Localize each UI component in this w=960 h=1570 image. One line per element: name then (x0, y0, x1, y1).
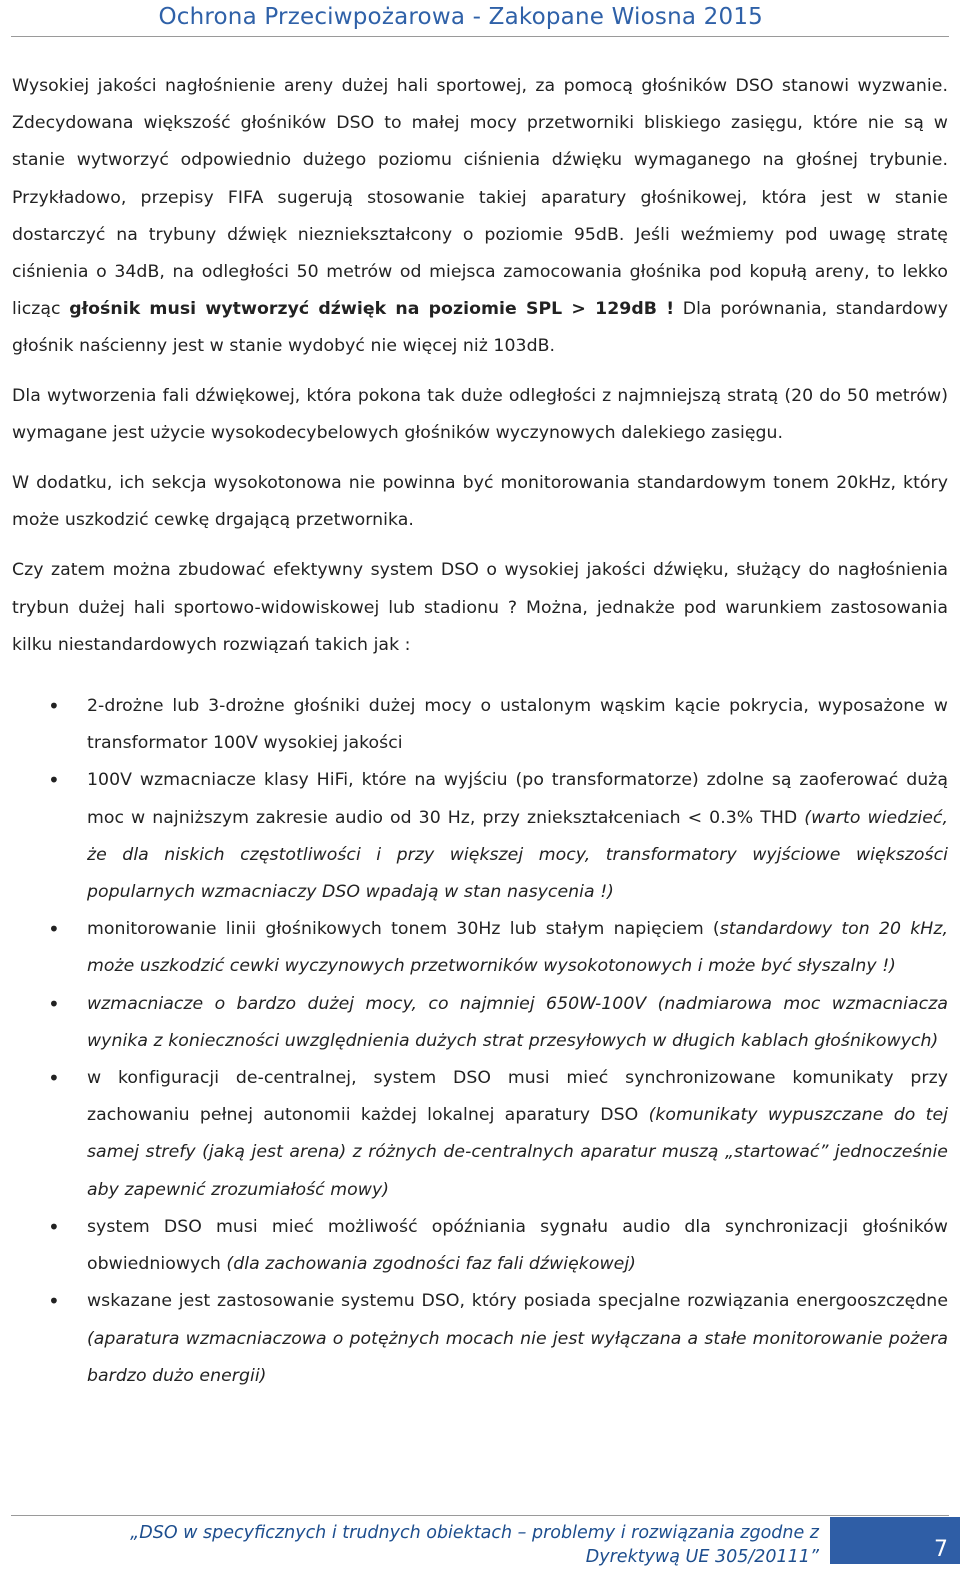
header-divider (11, 36, 949, 37)
bullet-icon: • (48, 768, 60, 793)
bullet-icon: • (48, 694, 60, 719)
list-item-text: wskazane jest zastosowanie systemu DSO, który posiada specjalne rozwiązania energooszczędne (87, 1291, 948, 1312)
paragraph-intro (12, 68, 948, 366)
list-item (12, 1209, 948, 1283)
list-item (12, 1060, 948, 1209)
list-item (12, 762, 948, 911)
solutions-list (12, 688, 948, 1395)
list-item-text: monitorowanie linii głośnikowych tonem 30Hz lub stałym napięciem ( (87, 919, 720, 940)
list-item-text: 2-drożne lub 3-drożne głośniki dużej mocy o ustalonym wąskim kącie pokrycia, wyposażone w transformator 100V wysokiej jakości (87, 696, 948, 754)
page-header (0, 0, 960, 38)
list-item-text: system DSO musi mieć możliwość opóźniania sygnału audio dla synchronizacji głośników obwiedniowych (87, 1216, 948, 1275)
bullet-icon: • (48, 991, 60, 1016)
bullet-icon: • (48, 1214, 60, 1239)
list-item (12, 1283, 948, 1395)
list-item-note: (dla zachowania zgodności faz fali dźwiękowej) (226, 1254, 636, 1275)
list-item (12, 688, 948, 762)
paragraph-tweeter: W dodatku, ich sekcja wysokotonowa nie powinna być monitorowania standardowym tonem 20kHz, który może uszkodzić cewkę drgającą przetwornika. (12, 473, 948, 531)
paragraph-intro-text-a: Wysokiej jakości nagłośnienie areny dużej hali sportowej, za pomocą głośników DSO stanowi wyzwanie. Zdecydowana większość głośników DSO to małej mocy przetworniki bliskiego zasięgu, które nie są w stanie wytworzyć odpowiednio dużego poziomu ciśnienia dźwięku wymaganego na głośnej trybunie. Przykładowo, przepisy FIFA sugerują stosowanie takiej aparatury głośnikowej, która jest w stanie dostarczyć na trybuny dźwięk niezniekształcony o poziomie 95dB. Jeśli weźmiemy pod uwagę stratę ciśnienia o 34dB, na odległości 50 metrów od miejsca zamocowania głośnika pod kopułą areny, to lekko licząc (12, 76, 948, 320)
list-item-note: wzmacniacze o bardzo dużej mocy, co najmniej 650W-100V (nadmiarowa moc wzmacniacza wynika z konieczności uwzględnienia dużych strat przesyłowych w długich kablach głośnikowych) (87, 993, 948, 1051)
paragraph-range: Dla wytworzenia fali dźwiękowej, która pokona tak duże odległości z najmniejszą stratą (20 do 50 metrów) wymagane jest użycie wysokodecybelowych głośników wyczynowych dalekiego zasięgu. (12, 385, 948, 443)
list-item-note: (komunikaty wypuszczane do tej samej strefy (jaką jest arena) z różnych de-centralnych aparatur muszą „startować” jednocześnie aby zapewnić zrozumiałość mowy) (87, 1105, 948, 1200)
paragraph-intro-text-b: Dla porównania, standardowy głośnik naścienny jest w stanie wydobyć nie więcej niż 103dB. (12, 299, 948, 357)
bullet-icon: • (48, 1066, 60, 1091)
list-item (12, 986, 948, 1060)
header-title: Ochrona Przeciwpożarowa - Zakopane Wiosna 2015 (158, 4, 763, 30)
page-footer (0, 1515, 960, 1570)
footer-divider (11, 1515, 949, 1516)
paragraph-intro-bold: głośnik musi wytworzyć dźwięk na poziomie SPL > 129dB ! (69, 299, 675, 320)
paragraph-question: Czy zatem można zbudować efektywny system DSO o wysokiej jakości dźwięku, służący do nagłośnienia trybun dużej hali sportowo-widowiskowej lub stadionu ? Można, jednakże pod warunkiem zastosowania kilku niestandardowych rozwiązań takich jak : (12, 560, 948, 655)
list-item (12, 911, 948, 985)
bullet-icon: • (48, 1289, 60, 1314)
bullet-icon: • (48, 917, 60, 942)
footer-title: „DSO w specyficznych i trudnych obiektach – problemy i rozwiązania zgodne z Dyrektywą UE 305/20111” (130, 1523, 819, 1567)
page-number: 7 (934, 1537, 948, 1562)
list-item-text: 100V wzmacniacze klasy HiFi, które na wyjściu (po transformatorze) zdolne są zaoferować dużą moc w najniższym zakresie audio od 30 Hz, przy zniekształceniach < 0.3% THD (87, 770, 948, 828)
document-body (12, 68, 948, 1395)
page-number-box (830, 1517, 960, 1564)
list-item-note: (warto wiedzieć, że dla niskich częstotliwości i przy większej mocy, transformatory wyjściowe większości popularnych wzmacniaczy DSO wpadają w stan nasycenia !) (87, 807, 948, 903)
list-item-note: (aparatura wzmacniaczowa o potężnych mocach nie jest wyłączana a stałe monitorowanie pożera bardzo dużo energii) (87, 1328, 948, 1386)
list-item-note: standardowy ton 20 kHz, może uszkodzić cewki wyczynowych przetworników wysokotonowych i może być słyszalny !) (87, 919, 948, 977)
list-item-text: w konfiguracji de-centralnej, system DSO musi mieć synchronizowane komunikaty przy zachowaniu pełnej autonomii każdej lokalnej aparatury DSO (87, 1068, 948, 1126)
